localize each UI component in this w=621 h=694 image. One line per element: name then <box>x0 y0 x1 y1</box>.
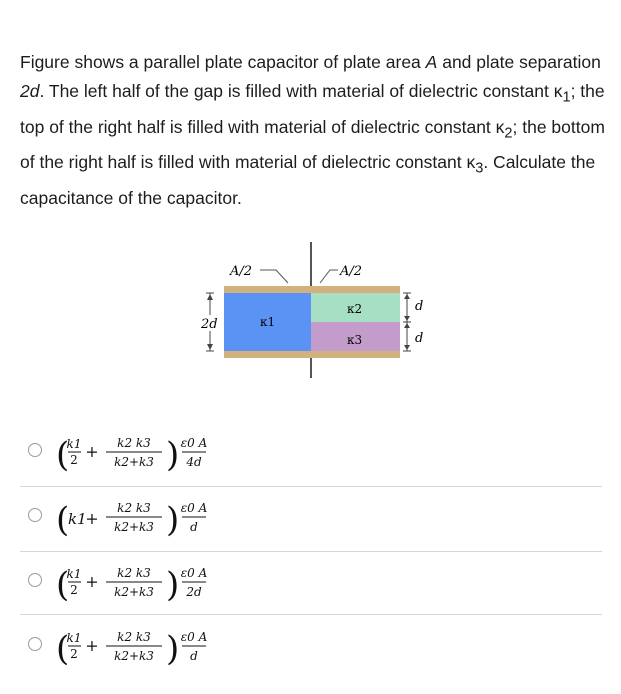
label-d-bottom: d <box>415 331 424 346</box>
option-b[interactable] <box>22 497 582 547</box>
left-half-pointer <box>260 270 288 283</box>
option-d-radio[interactable] <box>28 637 42 651</box>
capacitor-figure <box>190 238 440 383</box>
k2k3-denominator: k2+k3 <box>114 520 154 534</box>
open-paren: ( <box>56 565 70 605</box>
label-k2: κ2 <box>347 302 363 316</box>
k2k3-denominator: k2+k3 <box>114 455 154 469</box>
question-part: 2d <box>20 81 40 101</box>
k1-term: k1 <box>68 510 87 528</box>
option-c-radio[interactable] <box>28 573 42 587</box>
option-divider <box>20 614 602 615</box>
label-d-top: d <box>415 299 424 314</box>
factor-numerator: ε0 A <box>180 501 208 515</box>
label-right-half: A/2 <box>340 264 363 279</box>
open-paren: ( <box>56 629 70 669</box>
open-paren: ( <box>56 500 70 540</box>
factor-denominator: 4d <box>186 455 202 469</box>
option-d-formula <box>52 626 252 676</box>
factor-denominator: 2d <box>186 585 202 599</box>
question-part: A <box>425 52 438 72</box>
option-b-radio[interactable] <box>28 508 42 522</box>
k2k3-denominator: k2+k3 <box>114 585 154 599</box>
top-plate <box>224 286 400 293</box>
k2k3-numerator: k2 k3 <box>117 566 151 580</box>
right-half-pointer <box>320 270 338 283</box>
k1-denominator: 2 <box>70 453 78 467</box>
question-part: ; the top of the right half is filled with material of dielectric constant κ <box>20 81 605 137</box>
d-arrow-1 <box>404 294 410 299</box>
question-part: Figure shows a parallel plate capacitor of plate area <box>20 52 426 72</box>
question-part: and plate separation <box>437 52 601 72</box>
question-part: ; the bottom of the right half is filled with material of dielectric constant κ <box>20 116 605 172</box>
k1-denominator: 2 <box>70 647 78 661</box>
option-d[interactable] <box>22 626 582 676</box>
option-b-formula <box>52 497 252 547</box>
factor-numerator: ε0 A <box>180 566 208 580</box>
factor-numerator: ε0 A <box>180 630 208 644</box>
close-paren: ) <box>166 500 180 540</box>
k2k3-numerator: k2 k3 <box>117 501 151 515</box>
k2k3-denominator: k2+k3 <box>114 649 154 663</box>
plus-sign: + <box>85 442 99 461</box>
question-part: . Calculate the capacitance of the capacitor. <box>20 152 596 208</box>
gap-arrow-top <box>207 294 213 300</box>
k2k3-numerator: k2 k3 <box>117 630 151 644</box>
k1-numerator: k1 <box>66 567 82 581</box>
option-a-radio[interactable] <box>28 443 42 457</box>
option-divider <box>20 551 602 552</box>
option-c[interactable] <box>22 562 582 612</box>
close-paren: ) <box>166 565 180 605</box>
question-part: 2 <box>504 125 513 141</box>
plus-sign: + <box>85 572 99 591</box>
option-c-formula <box>52 562 252 612</box>
close-paren: ) <box>166 629 180 669</box>
option-divider <box>20 486 602 487</box>
option-a[interactable] <box>22 432 582 482</box>
d-arrow-2 <box>404 316 410 321</box>
d-arrow-3 <box>404 323 410 328</box>
question-part: 1 <box>562 89 571 106</box>
gap-arrow-bottom <box>207 344 213 350</box>
k1-numerator: k1 <box>66 631 82 645</box>
label-k1: κ1 <box>260 315 276 329</box>
question-part: . The left half of the gap is filled with material of dielectric constant κ <box>39 81 563 101</box>
k2k3-numerator: k2 k3 <box>117 436 151 450</box>
label-k3: κ3 <box>347 333 363 347</box>
plus-sign: + <box>85 636 99 655</box>
question-part: 3 <box>475 160 484 177</box>
factor-numerator: ε0 A <box>180 436 208 450</box>
label-left-half: A/2 <box>230 264 253 279</box>
option-a-formula <box>52 432 252 482</box>
factor-denominator: d <box>190 520 198 534</box>
question-text <box>20 48 610 213</box>
factor-denominator: d <box>190 649 198 663</box>
close-paren: ) <box>166 435 180 475</box>
label-gap: 2d <box>201 317 218 332</box>
open-paren: ( <box>56 435 70 475</box>
d-arrow-4 <box>404 345 410 350</box>
k1-denominator: 2 <box>70 583 78 597</box>
k1-numerator: k1 <box>66 437 82 451</box>
bottom-plate <box>224 351 400 358</box>
plus-sign: + <box>85 509 99 528</box>
